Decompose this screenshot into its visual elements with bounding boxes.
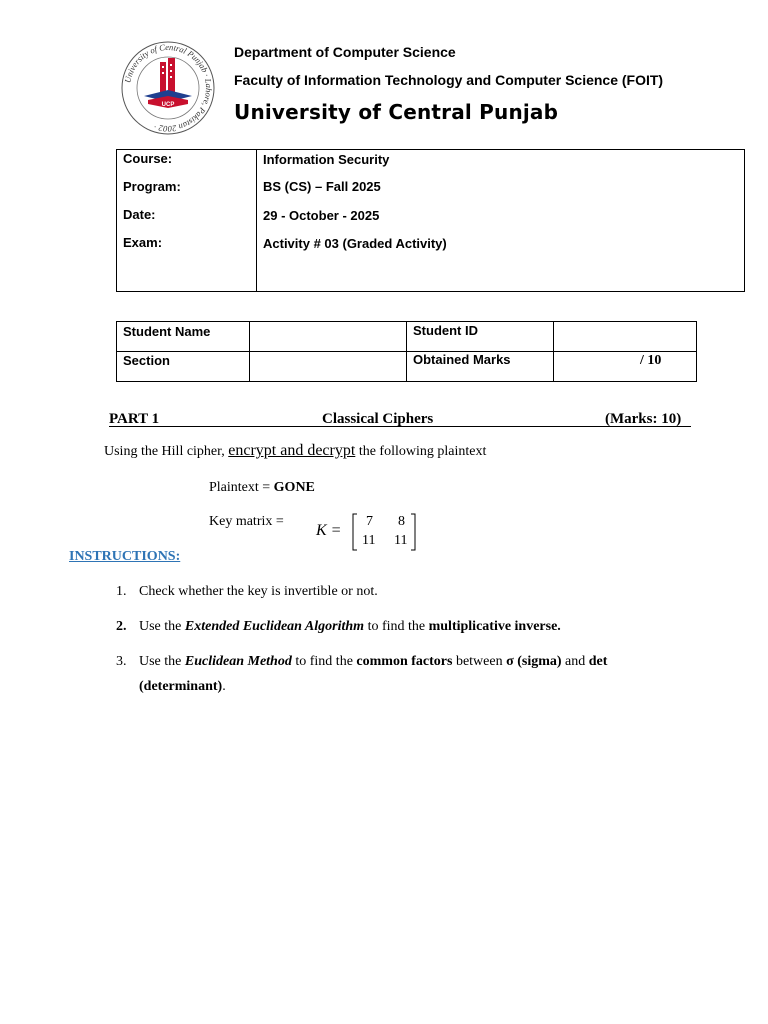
student-id-label: Student ID: [413, 323, 478, 338]
plaintext-line: [209, 480, 315, 496]
matrix-cell: 8: [398, 514, 405, 529]
matrix-cell: 11: [394, 533, 408, 548]
student-info-table: [116, 321, 697, 382]
question-suffix: the following plaintext: [358, 444, 487, 459]
marks-total: / 10: [640, 353, 662, 368]
university-logo: [118, 40, 218, 136]
instruction-bold: common factors: [356, 654, 453, 669]
matrix-cell: 11: [362, 533, 376, 548]
part-number: PART 1: [109, 411, 160, 427]
svg-text:UCP: UCP: [161, 102, 175, 108]
instruction-item: Check whether the key is invertible or not.: [139, 584, 378, 599]
method-name: Euclidean Method: [184, 654, 292, 669]
instruction-number: 2.: [116, 619, 127, 634]
program-label: Program:: [123, 179, 181, 194]
university-seal-icon: [118, 40, 218, 136]
key-matrix-label: Key matrix =: [209, 514, 284, 529]
date-label: Date:: [123, 207, 156, 222]
faculty-name: Faculty of Information Technology and Computer Science (FOIT): [234, 72, 664, 88]
question-text: [104, 442, 486, 460]
student-name-label: Student Name: [123, 324, 211, 339]
instruction-bold: det: [588, 654, 608, 669]
plaintext-value: GONE: [273, 480, 315, 495]
section-label: Section: [123, 353, 170, 368]
method-name: Extended Euclidean Algorithm: [184, 619, 365, 634]
course-value: Information Security: [263, 152, 390, 167]
question-prefix: Using the Hill cipher,: [104, 444, 225, 459]
instruction-text: and: [565, 654, 586, 669]
question-emphasis: encrypt and decrypt: [228, 442, 356, 459]
instruction-number: 1.: [116, 584, 127, 599]
exam-label: Exam:: [123, 235, 163, 250]
instruction-bold: σ (sigma): [506, 654, 562, 669]
instructions-heading: INSTRUCTIONS:: [69, 549, 181, 564]
university-name: University of Central Punjab: [234, 100, 559, 124]
instruction-text: to find the: [295, 654, 353, 669]
instruction-text: Use the: [139, 619, 182, 634]
course-info-table: [116, 149, 745, 292]
instruction-bold: (determinant): [139, 679, 223, 694]
table-col-divider: [406, 322, 407, 381]
instruction-item: [139, 654, 607, 670]
date-value: 29 - October - 2025: [263, 208, 380, 223]
exam-value: Activity # 03 (Graded Activity): [263, 236, 447, 251]
table-col-divider: [553, 322, 554, 381]
instruction-item-continuation: [139, 679, 226, 695]
svg-text:University of Central Punjab ·: University of Central Punjab · Lahore, Pakistan 2002 ·: [122, 41, 215, 135]
instruction-text: between: [455, 654, 503, 669]
part-marks: (Marks: 10): [605, 411, 682, 427]
table-divider: [256, 150, 257, 291]
instruction-text: to find the: [367, 619, 426, 634]
program-value: BS (CS) – Fall 2025: [263, 179, 381, 194]
plaintext-label: Plaintext =: [209, 480, 271, 495]
part-title: Classical Ciphers: [322, 411, 434, 427]
table-col-divider: [249, 322, 250, 381]
obtained-marks-label: Obtained Marks: [413, 352, 511, 367]
instruction-number: 3.: [116, 654, 127, 669]
instruction-text: Use the: [139, 654, 182, 669]
instruction-item: [139, 619, 561, 635]
matrix-cell: 7: [366, 514, 373, 529]
instruction-text: .: [222, 679, 226, 694]
matrix-symbol: K =: [316, 522, 342, 539]
key-matrix: [316, 512, 420, 552]
instruction-bold: multiplicative inverse.: [428, 619, 561, 634]
department-name: Department of Computer Science: [234, 44, 456, 60]
course-label: Course:: [123, 151, 173, 166]
